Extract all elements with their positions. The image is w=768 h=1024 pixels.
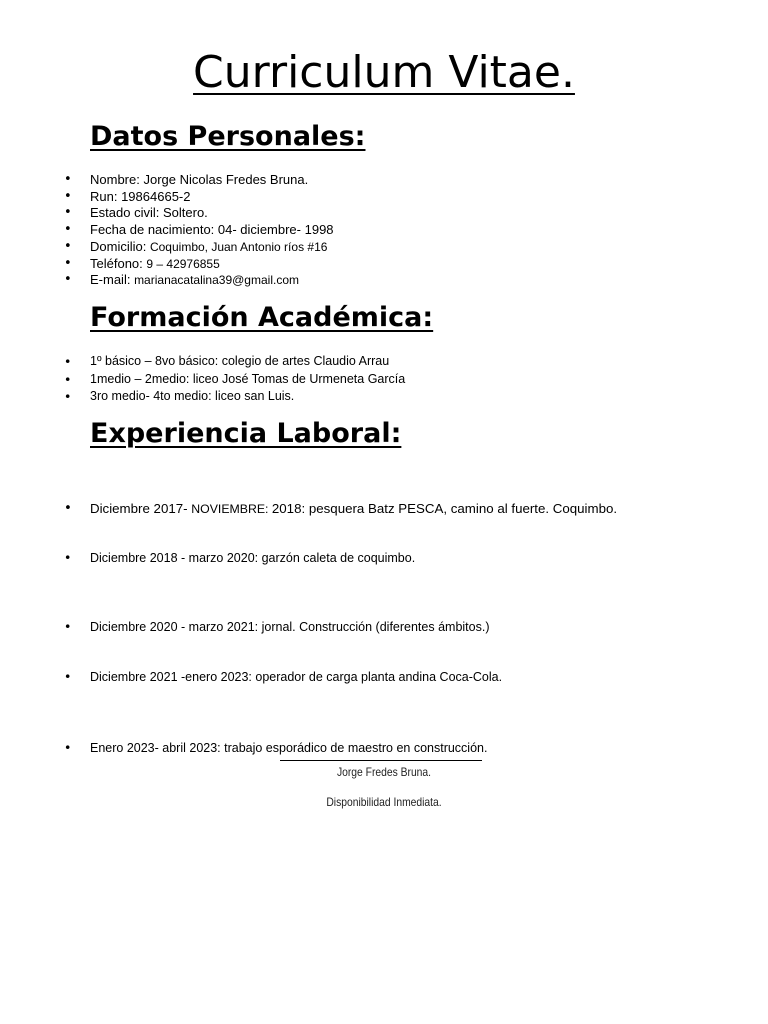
list-item: • E-mail: marianacatalina39@gmail.com [0, 272, 720, 289]
list-item: • Estado civil: Soltero. [0, 205, 720, 222]
availability-note: Disponibilidad Inmediata. [326, 795, 442, 809]
list-item: • 3ro medio- 4to medio: liceo san Luis. [0, 388, 720, 406]
list-item: • Diciembre 2020 - marzo 2021: jornal. Construcción (diferentes ámbitos.) [0, 619, 720, 635]
list-item: • Nombre: Jorge Nicolas Fredes Bruna. [0, 172, 720, 189]
list-item: • Diciembre 2018 - marzo 2020: garzón caleta de coquimbo. [0, 550, 720, 566]
signature-line [280, 760, 482, 761]
list-item: • Domicilio: Coquimbo, Juan Antonio ríos #16 [0, 239, 720, 256]
document-title: Curriculum Vitae. [193, 47, 575, 98]
personal-data-heading: Datos Personales: [90, 121, 366, 152]
list-item: • Teléfono: 9 – 42976855 [0, 256, 720, 273]
academic-list [0, 353, 720, 406]
list-item: • 1º básico – 8vo básico: colegio de artes Claudio Arrau [0, 353, 720, 371]
list-item: • Fecha de nacimiento: 04- diciembre- 1998 [0, 222, 720, 239]
signature-name: Jorge Fredes Bruna. [336, 765, 432, 779]
list-item: • Diciembre 2021 -enero 2023: operador de carga planta andina Coca-Cola. [0, 669, 720, 685]
experience-heading: Experiencia Laboral: [90, 418, 402, 449]
academic-heading: Formación Académica: [90, 302, 434, 333]
personal-data-list [0, 172, 720, 289]
list-item: • Enero 2023- abril 2023: trabajo esporádico de maestro en construcción. [0, 740, 720, 756]
list-item: • Run: 19864665-2 [0, 189, 720, 206]
list-item: • 1medio – 2medio: liceo José Tomas de Urmeneta García [0, 371, 720, 389]
list-item: • Diciembre 2017- NOVIEMBRE: 2018: pesquera Batz PESCA, camino al fuerte. Coquimbo. [0, 501, 720, 517]
